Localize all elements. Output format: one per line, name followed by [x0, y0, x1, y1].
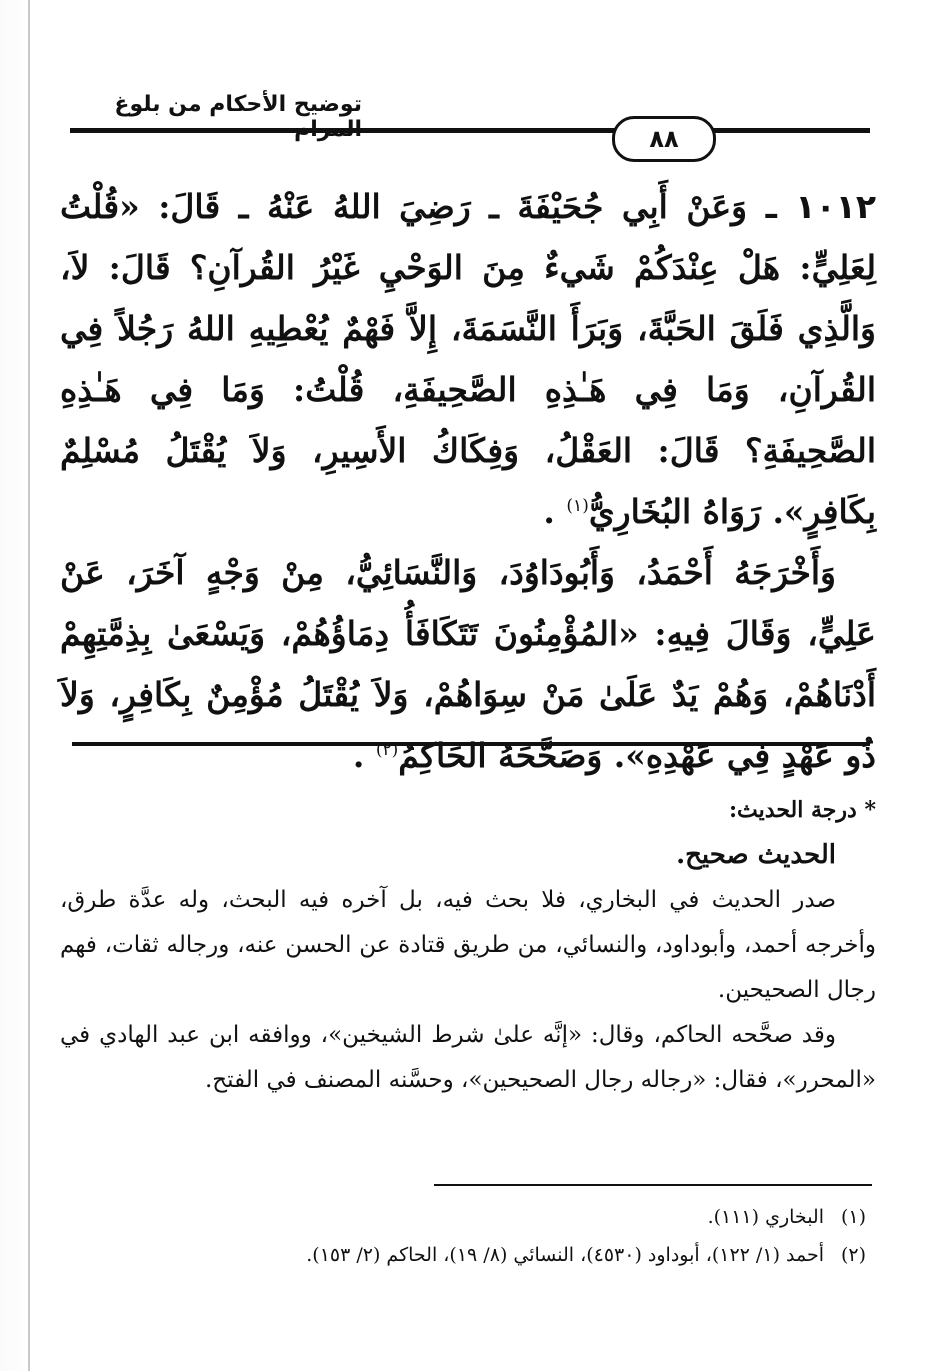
section-heading: * درجة الحديث:: [728, 797, 876, 823]
scan-binding-edge: [0, 0, 32, 1371]
footnote-1: [60, 1198, 866, 1236]
commentary-paragraph-2: وقد صحَّحه الحاكم، وقال: «إنَّه علىٰ شرط الشيخين»، ووافقه ابن عبد الهادي في «المحرر»، فقال: «رجاله رجال الصحيحين»، وحسَّنه المصنف في الفتح.: [60, 1022, 876, 1093]
hadith-number: ١٠١٢ ـ: [765, 187, 876, 226]
footnote-2: [60, 1236, 866, 1274]
hadith-period: .: [543, 492, 555, 531]
section-divider: [72, 742, 870, 746]
hadith-paragraph-1: [60, 176, 876, 542]
hadith-body: وَعَنْ أَبِي جُحَيْفَةَ ـ رَضِيَ اللهُ عَنْهُ ـ قَالَ: «قُلْتُ لِعَلِيٍّ: هَلْ عِنْدَكُمْ شَيءٌ مِنَ الوَحْيِ غَيْرُ القُرآنِ؟ قَالَ: لاَ، وَالَّذِي فَلَقَ الحَبَّةَ، وَبَرَأَ النَّسَمَةَ، إِلاَّ فَهْمٌ يُعْطِيهِ اللهُ رَجُلاً فِي القُرآنِ، وَمَا فِي هَـٰذِهِ الصَّحِيفَةِ، قُلْتُ: وَمَا فِي هَـٰذِهِ الصَّحِيفَةِ؟ قَالَ: العَقْلُ، وَفِكَاكُ الأَسِيرِ، وَلاَ يُقْتَلُ مُسْلِمٌ بِكَافِرٍ». رَوَاهُ البُخَارِيُّ: [60, 187, 876, 531]
footnote-marker: (١): [840, 1206, 866, 1228]
footnotes: [60, 1198, 866, 1274]
running-title: توضيح الأحكام من بلوغ المرام: [114, 92, 362, 142]
footnote-text: البخاري (١١١).: [707, 1206, 824, 1228]
hadith-paragraph-2: [60, 542, 876, 786]
hadith-text: [60, 176, 876, 786]
footnote-separator: [434, 1184, 872, 1186]
hadith-takhrij: وَأَخْرَجَهُ أَحْمَدُ، وَأَبُودَاوُدَ، وَالنَّسَائِيُّ، مِنْ وَجْهٍ آخَرَ، عَنْ عَلِيٍّ، وَقَالَ فِيهِ: «المُؤْمِنُونَ تَتَكَافَأُ دِمَاؤُهُمْ، وَيَسْعَىٰ بِذِمَّتِهِمْ أَدْنَاهُمْ، وَهُمْ يَدٌ عَلَىٰ مَنْ سِوَاهُمْ، وَلاَ يُقْتَلُ مُؤْمِنٌ بِكَافِرٍ، وَلاَ ذُو عَهْدٍ فِي عَهْدِهِ». وَصَحَّحَهُ الحَاكِمُ: [60, 553, 876, 775]
header-rule: [70, 128, 870, 133]
footnote-text: أحمد (١/ ١٢٢)، أبوداود (٤٥٣٠)، النسائي (٨/ ١٩)، الحاكم (٢/ ١٥٣).: [306, 1244, 824, 1266]
commentary: [60, 788, 876, 1103]
commentary-paragraph-1: صدر الحديث في البخاري، فلا بحث فيه، بل آخره فيه البحث، وله عدَّة طرق، وأخرجه أحمد، وأبوداود، والنسائي، من طريق قتادة عن الحسن عنه، ورجاله ثقات، فهم رجال الصحيحين.: [60, 887, 876, 1003]
footnote-marker: (٢): [840, 1244, 866, 1266]
footnote-ref-2: (٢): [375, 740, 399, 760]
grading-verdict: الحديث صحيح.: [676, 840, 836, 870]
hadith-period-2: .: [352, 736, 365, 775]
footnote-ref-1: (١): [566, 496, 589, 516]
page-number: ٨٨: [612, 116, 716, 162]
